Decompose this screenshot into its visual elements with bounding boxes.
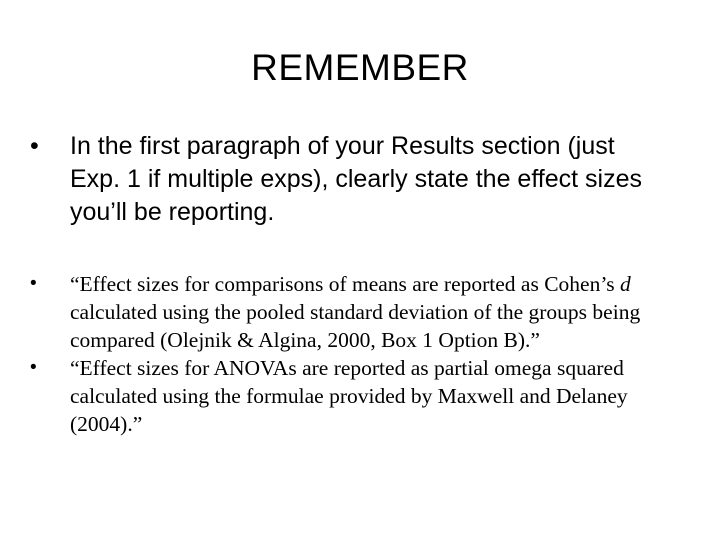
main-bullet-list bbox=[30, 130, 670, 229]
quote-text-after: calculated using the pooled standard deviation of the groups being compared (Olejnik & Algina, 2000, Box 1 Option B).” bbox=[70, 300, 641, 352]
bullet-icon: • bbox=[30, 357, 37, 378]
bullet-text: In the first paragraph of your Results section (just Exp. 1 if multiple exps), clearly state the effect sizes you’ll be reporting. bbox=[70, 132, 643, 226]
quote-item bbox=[30, 270, 670, 354]
quote-bullet-list bbox=[30, 270, 670, 438]
bullet-icon: • bbox=[30, 132, 39, 160]
slide-title: REMEMBER bbox=[251, 47, 469, 88]
quote-text-before: “Effect sizes for comparisons of means are reported as Cohen’s bbox=[70, 272, 621, 296]
quote-text: “Effect sizes for ANOVAs are reported as partial omega squared calculated using the formulae provided by Maxwell and Delaney (2004).” bbox=[70, 356, 628, 436]
quote-item bbox=[30, 354, 670, 438]
bullet-icon: • bbox=[30, 273, 37, 294]
quote-italic-d: d bbox=[620, 272, 631, 296]
bullet-item bbox=[30, 130, 670, 229]
